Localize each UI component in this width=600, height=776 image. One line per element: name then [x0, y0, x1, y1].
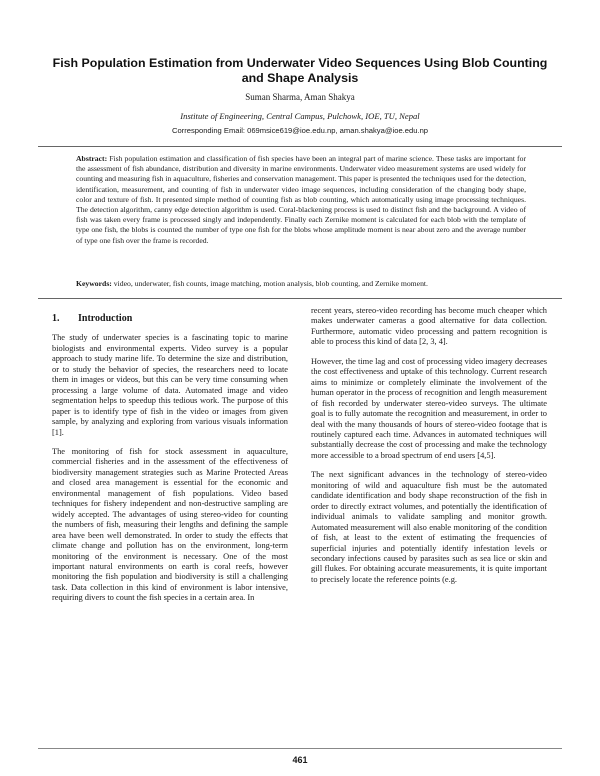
paragraph: The next significant advances in the technology of stereo-video monitoring of wild and aquaculture fish must be the automated candidate identification and body shape reconstruction of the fish in order to directly extract volumes, and potentially the identification of individual animals to validate sampling and monitor growth. Automated measurement will also enable monitoring of the condition of fish, at least to the extent of estimating the frequencies of superficial injuries and potentially identify infestation levels or secondary infections caused by parasites such as sea lice or skin and gill flukes. For obtaining accurate measurements, it is quite important to precisely locate the reference points (e.g.	[311, 470, 547, 584]
abstract-divider	[38, 298, 562, 299]
section-number: 1.	[52, 313, 60, 324]
header-divider	[38, 146, 562, 147]
left-column	[52, 314, 288, 613]
paragraph: However, the time lag and cost of processing video imagery decreases the cost effectiveness and uptake of this technology. Current research aims to minimize or completely eliminate the involvement of the human operator in the process of recognition and length measurement of fish recorded by underwater stereo-video surveys. The ultimate goal is to fully automate the recognition and measurement, in order to deal with the many thousands of hours of stereo-video footage that is routinely captured each time. Advances in automated techniques will substantially decrease the cost of processing and make the technology more accessible to a broad spectrum of end users [4,5].	[311, 356, 547, 460]
author-list: Suman Sharma, Aman Shakya	[245, 92, 355, 102]
section-heading	[52, 314, 288, 324]
affiliation: Institute of Engineering, Central Campus, Pulchowk, IOE, TU, Nepal	[180, 111, 420, 121]
abstract-text: Fish population estimation and classification of fish species have been an integral part of marine science. These tasks are important for the assessment of fish abundance, distribution and diversity in marine environments. Underwater video measurement systems are used widely for counting and measuring fish in aquaculture, fisheries and conservation management. This paper is presented the techniques used for the detection, identification, measurement, and counting of fish in underwater video image sequences, including consideration of the changing body shape, color and texture of fish. It presented simple method of counting fish as blob counting, which automatically using image processing techniques. The detection algorithm, canny edge detection algorithm is used. Coral-blackening process is used to distinct fish and the background. A video of fish was taken every frame is processed singly and independently. Finally each Zernike moment is calculated for each blob with the template of type one fish, the blobs is counted the number of type one fish for the blobs whose amplitude moment is near about zero and the average number of type one fish over the frame is recorded.	[76, 154, 527, 245]
right-column	[311, 306, 547, 594]
paper-title: Fish Population Estimation from Underwater Video Sequences Using Blob Counting and Shape Analysis	[52, 56, 548, 85]
keywords-label: Keywords:	[76, 279, 112, 288]
section-title: Introduction	[78, 313, 133, 324]
keywords	[76, 279, 526, 289]
paragraph: The monitoring of fish for stock assessment in aquaculture, commercial fisheries and in the assessment of the effectiveness of biodiversity management strategies such as Marine Protected Areas and closed area management is essential for the economic and environmental management of fish populations. Video based techniques for fishery independent and non-destructive sampling are widely accepted. The advantages of using stereo-video for counting the numbers of fish, measuring their lengths and defining the sample area have been well demonstrated. In order to study the effects that climate change and pollution has on the environment, long-term monitoring of the environment is necessary. One of the most important natural environments on earth is coral reefs, however monitoring the fish population and biodiversity is still a challenging task. Data collection in this kind of environment is labor intensive, requiring divers to count the fish species in a certain area. In	[52, 446, 288, 603]
abstract-label: Abstract:	[76, 154, 108, 163]
corresponding-email: Corresponding Email: 069msice619@ioe.edu.np, aman.shakya@ioe.edu.np	[171, 126, 429, 135]
footer-divider	[38, 748, 562, 749]
paragraph: The study of underwater species is a fascinating topic to marine biologists and environmental experts. Video survey is a popular approach to study marine life. To determine the size and distribution, or to study the behavior of species, the researchers need to locate them in images or videos, but this can be very time consuming when processing a large volume of data. Automated image and video segmentation helps to speedup this tedious work. The purpose of this paper is to identify type of fish in the video or images from given sample, by analyzing and exploring from various visuals information [1].	[52, 333, 288, 437]
paragraph: recent years, stereo-video recording has become much cheaper which makes underwater cameras a good alternative for data collection. Furthermore, automatic video processing and pattern recognition is able to process this kind of data [2, 3, 4].	[311, 306, 547, 347]
page-number: 461	[292, 755, 308, 765]
abstract	[76, 154, 526, 246]
keywords-text: video, underwater, fish counts, image matching, motion analysis, blob counting, and Zernike moment.	[113, 279, 428, 288]
